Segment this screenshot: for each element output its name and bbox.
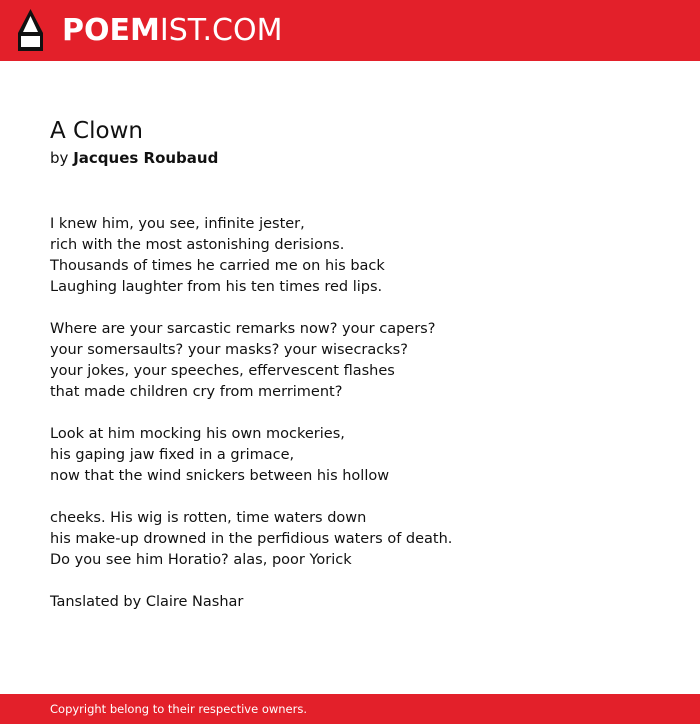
poem-line: his gaping jaw fixed in a grimace, <box>50 447 295 463</box>
stanza <box>50 319 670 403</box>
site-header <box>0 0 700 61</box>
poem-line: now that the wind snickers between his hollow <box>50 468 390 484</box>
poem-line: Laughing laughter from his ten times red lips. <box>50 279 383 295</box>
poem-line: rich with the most astonishing derisions. <box>50 237 345 253</box>
poem-line: Where are your sarcastic remarks now? your capers? <box>50 321 436 337</box>
poem-line: your jokes, your speeches, effervescent flashes <box>50 363 395 379</box>
site-logo-link[interactable] <box>62 11 282 51</box>
poem-body <box>50 214 670 613</box>
site-footer <box>0 694 700 724</box>
poem-line: Thousands of times he carried me on his back <box>50 258 385 274</box>
poem-byline <box>50 147 670 169</box>
stanza <box>50 508 670 571</box>
byline-prefix: by <box>50 149 69 167</box>
logo-text-light: IST.COM <box>159 13 283 48</box>
poem-line: cheeks. His wig is rotten, time waters down <box>50 510 367 526</box>
poem-line: his make-up drowned in the perfidious waters of death. <box>50 531 453 547</box>
poem-line: your somersaults? your masks? your wisecracks? <box>50 342 408 358</box>
stanza <box>50 424 670 487</box>
stanza <box>50 214 670 298</box>
poem-line: Do you see him Horatio? alas, poor Yorick <box>50 552 352 568</box>
translator-credit <box>50 592 670 613</box>
poem-title: A Clown <box>50 118 143 144</box>
pencil-icon[interactable] <box>18 9 43 51</box>
poem-author[interactable]: Jacques Roubaud <box>73 149 219 167</box>
poem-line: Look at him mocking his own mockeries, <box>50 426 345 442</box>
poem-content <box>50 116 670 634</box>
poem-line: that made children cry from merriment? <box>50 384 343 400</box>
poem-line: I knew him, you see, infinite jester, <box>50 216 305 232</box>
copyright-text: Copyright belong to their respective owners. <box>50 702 308 716</box>
translator-line: Tanslated by Claire Nashar <box>50 594 244 610</box>
logo-text-bold: POEM <box>62 13 160 48</box>
